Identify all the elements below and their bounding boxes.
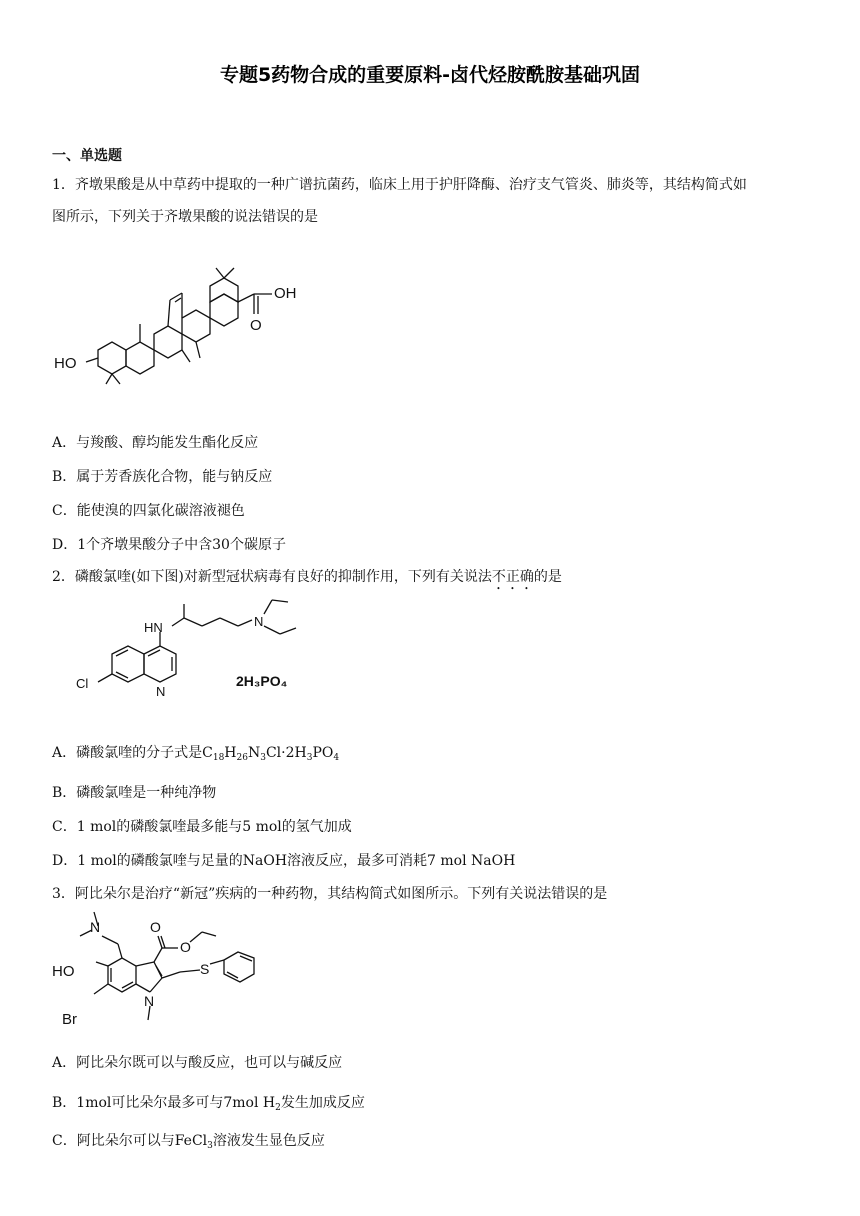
- q3-option-c-prefix: C．阿比朵尔可以与FeCl: [52, 1133, 208, 1149]
- q3-option-c: [52, 1130, 325, 1150]
- q3-label-o-carbonyl: O: [150, 919, 161, 935]
- q3-label-s: S: [200, 961, 210, 977]
- q2-option-b: B．磷酸氯喹是一种纯净物: [52, 785, 217, 801]
- q3-label-n-ring: N: [144, 993, 155, 1009]
- q1-option-d: D．1个齐墩果酸分子中含30个碳原子: [52, 537, 286, 553]
- q3-label-br: Br: [62, 1011, 77, 1028]
- q2-option-c: C．1 mol的磷酸氯喹最多能与5 mol的氢气加成: [52, 819, 352, 835]
- q1-label-oh: OH: [274, 285, 297, 302]
- q3-stem: 3．阿比朵尔是治疗“新冠”疾病的一种药物，其结构简式如图所示。下列有关说法错误的是: [52, 886, 608, 902]
- section-heading: 一、单选题: [52, 148, 122, 164]
- q3-structure-arbidol: [50, 906, 310, 1038]
- q3-option-b-prefix: B．1mol可比朵尔最多可与7mol H: [52, 1095, 276, 1111]
- q3-option-b-suffix: 发生加成反应: [280, 1095, 365, 1111]
- q3-label-o-ester: O: [180, 939, 191, 955]
- q1-label-ho: HO: [54, 355, 77, 372]
- q2-stem-after: 的是: [533, 569, 562, 585]
- q2-label-n-amine: N: [254, 614, 264, 629]
- q2-label-salt: 2H₃PO₄: [236, 673, 288, 689]
- q2-option-d: D．1 mol的磷酸氯喹与足量的NaOH溶液反应，最多可消耗7 mol NaOH: [52, 853, 516, 869]
- q2-label-cl: Cl: [76, 676, 89, 691]
- q2-option-a-prefix: A．磷酸氯喹的分子式是: [52, 745, 203, 761]
- q1-structure-oleanolic-acid: [50, 238, 320, 388]
- q2-stem-emphasis: 不正确: [491, 569, 534, 585]
- q3-option-c-sub: 3: [207, 1141, 213, 1151]
- q3-label-n-top: N: [90, 919, 101, 935]
- q3-option-b-sub: 2: [275, 1103, 281, 1113]
- q3-label-ho: HO: [52, 963, 75, 980]
- q2-option-a: [52, 742, 339, 762]
- page-title: 专题5药物合成的重要原料-卤代烃胺酰胺基础巩固: [219, 64, 641, 86]
- q2-stem-before: 2．磷酸氯喹(如下图)对新型冠状病毒有良好的抑制作用，下列有关说法: [52, 569, 492, 585]
- q2-option-a-formula: $C_{18}H_{26}N_3Cl\cdot 2H_3PO_4$: [202, 745, 340, 763]
- q3-option-c-suffix: 溶液发生显色反应: [212, 1133, 325, 1149]
- q1-option-a: A．与羧酸、醇均能发生酯化反应: [52, 435, 259, 451]
- q1-option-c: C．能使溴的四氯化碳溶液褪色: [52, 503, 245, 519]
- q3-option-b: [52, 1092, 365, 1112]
- q2-label-hn: HN: [144, 620, 163, 635]
- q2-structure-chloroquine-phosphate: [68, 596, 328, 720]
- q1-option-b: B．属于芳香族化合物，能与钠反应: [52, 469, 273, 485]
- q3-option-a: A．阿比朵尔既可以与酸反应，也可以与碱反应: [52, 1055, 343, 1071]
- q2-stem: [52, 566, 562, 593]
- q1-label-o: O: [250, 317, 262, 334]
- q2-label-n-ring: N: [156, 684, 166, 699]
- q1-stem-line1: 1．齐墩果酸是从中草药中提取的一种广谱抗菌药，临床上用于护肝降酶、治疗支气管炎、肺炎等，其结构简式如: [52, 177, 747, 193]
- q1-stem-line2: 图所示，下列关于齐墩果酸的说法错误的是: [52, 209, 318, 225]
